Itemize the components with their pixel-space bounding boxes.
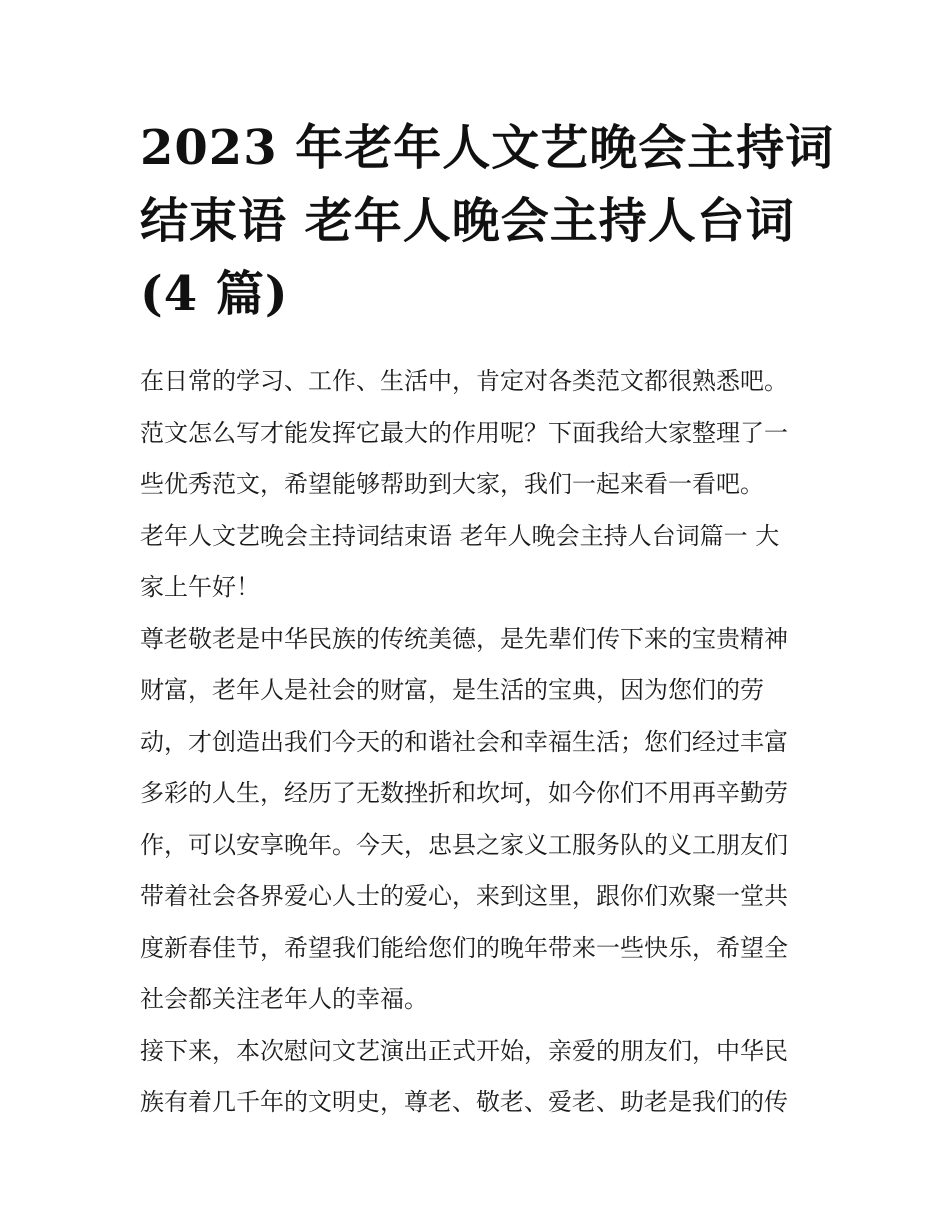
body-line: 老年人文艺晚会主持词结束语 老年人晚会主持人台词篇一 大 bbox=[140, 521, 780, 550]
body-line: 在日常的学习、工作、生活中，肯定对各类范文都很熟悉吧。 bbox=[140, 367, 788, 395]
title-line: (4 篇) bbox=[140, 266, 289, 322]
title-line: 结束语 老年人晚会主持人台词 bbox=[140, 193, 795, 249]
body-line: 作，可以安享晚年。今天，忠县之家义工服务队的义工朋友们 bbox=[140, 830, 788, 859]
title-line: 2023 年老年人文艺晚会主持词 bbox=[140, 120, 835, 176]
body-line: 范文怎么写才能发挥它最大的作用呢？下面我给大家整理了一 bbox=[140, 418, 788, 447]
body-line: 家上午好！ bbox=[140, 573, 260, 601]
body-line: 财富，老年人是社会的财富，是生活的宝典，因为您们的劳 bbox=[140, 676, 764, 704]
body-line: 动，才创造出我们今天的和谐社会和幸福生活；您们经过丰富 bbox=[140, 727, 788, 756]
body-line: 多彩的人生，经历了无数挫折和坎坷，如今你们不用再辛勤劳 bbox=[140, 779, 788, 807]
body-line: 族有着几千年的文明史，尊老、敬老、爱老、助老是我们的传 bbox=[140, 1088, 788, 1116]
body-line: 度新春佳节，希望我们能给您们的晚年带来一些快乐，希望全 bbox=[140, 933, 788, 962]
document-body bbox=[140, 356, 820, 1129]
body-line: 带着社会各界爱心人士的爱心，来到这里，跟你们欢聚一堂共 bbox=[140, 882, 788, 910]
body-line: 些优秀范文，希望能够帮助到大家，我们一起来看一看吧。 bbox=[140, 470, 764, 498]
document-title bbox=[140, 112, 835, 331]
body-line: 尊老敬老是中华民族的传统美德，是先辈们传下来的宝贵精神 bbox=[140, 624, 788, 653]
body-line: 接下来，本次慰问文艺演出正式开始，亲爱的朋友们，中华民 bbox=[140, 1036, 788, 1065]
body-line: 社会都关注老年人的幸福。 bbox=[140, 985, 428, 1013]
